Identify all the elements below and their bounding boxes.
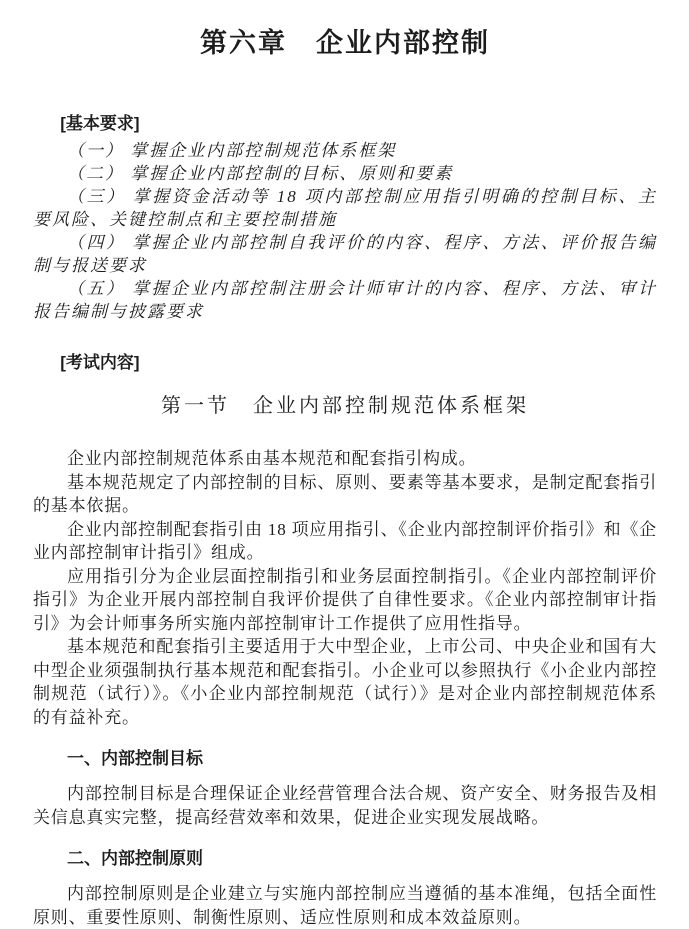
subsection-1-body: 内部控制目标是合理保证企业经营管理合法合规、资产安全、财务报告及相关信息真实完整，提高经营效率和效果，促进企业实现发展战略。 — [33, 784, 657, 827]
paragraph-2: 基本规范规定了内部控制的目标、原则、要素等基本要求，是制定配套指引的基本依据。 — [33, 472, 657, 515]
basic-requirements-list — [33, 139, 657, 323]
exam-content-heading: [考试内容] — [60, 353, 140, 372]
requirement-item-1: （一） 掌握企业内部控制规范体系框架 — [67, 141, 397, 160]
requirement-item-3: （三） 掌握资金活动等 18 项内部控制应用指引明确的控制目标、主要风险、关键控制点和主要控制措施 — [33, 187, 657, 229]
section-title: 第一节 企业内部控制规范体系框架 — [161, 395, 529, 417]
paragraph-5: 基本规范和配套指引主要适用于大中型企业，上市公司、中央企业和国有大中型企业须强制执行基本规范和配套指引。小企业可以参照执行《小企业内部控制规范（试行）》。《小企业内部控制规范（试行）》是对企业内部控制规范体系的有益补充。 — [33, 637, 657, 727]
subsection-1-heading: 一、内部控制目标 — [67, 749, 203, 768]
subsection-2-body: 内部控制原则是企业建立与实施内部控制应当遵循的基本准绳，包括全面性原则、重要性原则、制衡性原则、适应性原则和成本效益原则。 — [33, 884, 657, 927]
paragraph-1: 企业内部控制规范体系由基本规范和配套指引构成。 — [67, 449, 477, 468]
basic-requirements-heading: [基本要求] — [60, 114, 140, 133]
paragraph-3: 企业内部控制配套指引由 18 项应用指引、《企业内部控制评价指引》和《企业内部控制审计指引》组成。 — [33, 519, 657, 562]
subsection-2-heading: 二、内部控制原则 — [67, 849, 203, 868]
requirement-item-5: （五） 掌握企业内部控制注册会计师审计的内容、程序、方法、审计报告编制与披露要求 — [33, 279, 657, 321]
requirement-item-2: （二） 掌握企业内部控制的目标、原则和要素 — [67, 164, 454, 183]
requirement-item-4: （四） 掌握企业内部控制自我评价的内容、程序、方法、评价报告编制与报送要求 — [33, 233, 657, 275]
chapter-title: 第六章 企业内部控制 — [200, 28, 490, 58]
section-body — [33, 447, 657, 729]
paragraph-4: 应用指引分为企业层面控制指引和业务层面控制指引。《企业内部控制评价指引》为企业开展内部控制自我评价提供了自律性要求。《企业内部控制审计指引》为会计师事务所实施内部控制审计工作提供了应用性指导。 — [33, 566, 657, 633]
